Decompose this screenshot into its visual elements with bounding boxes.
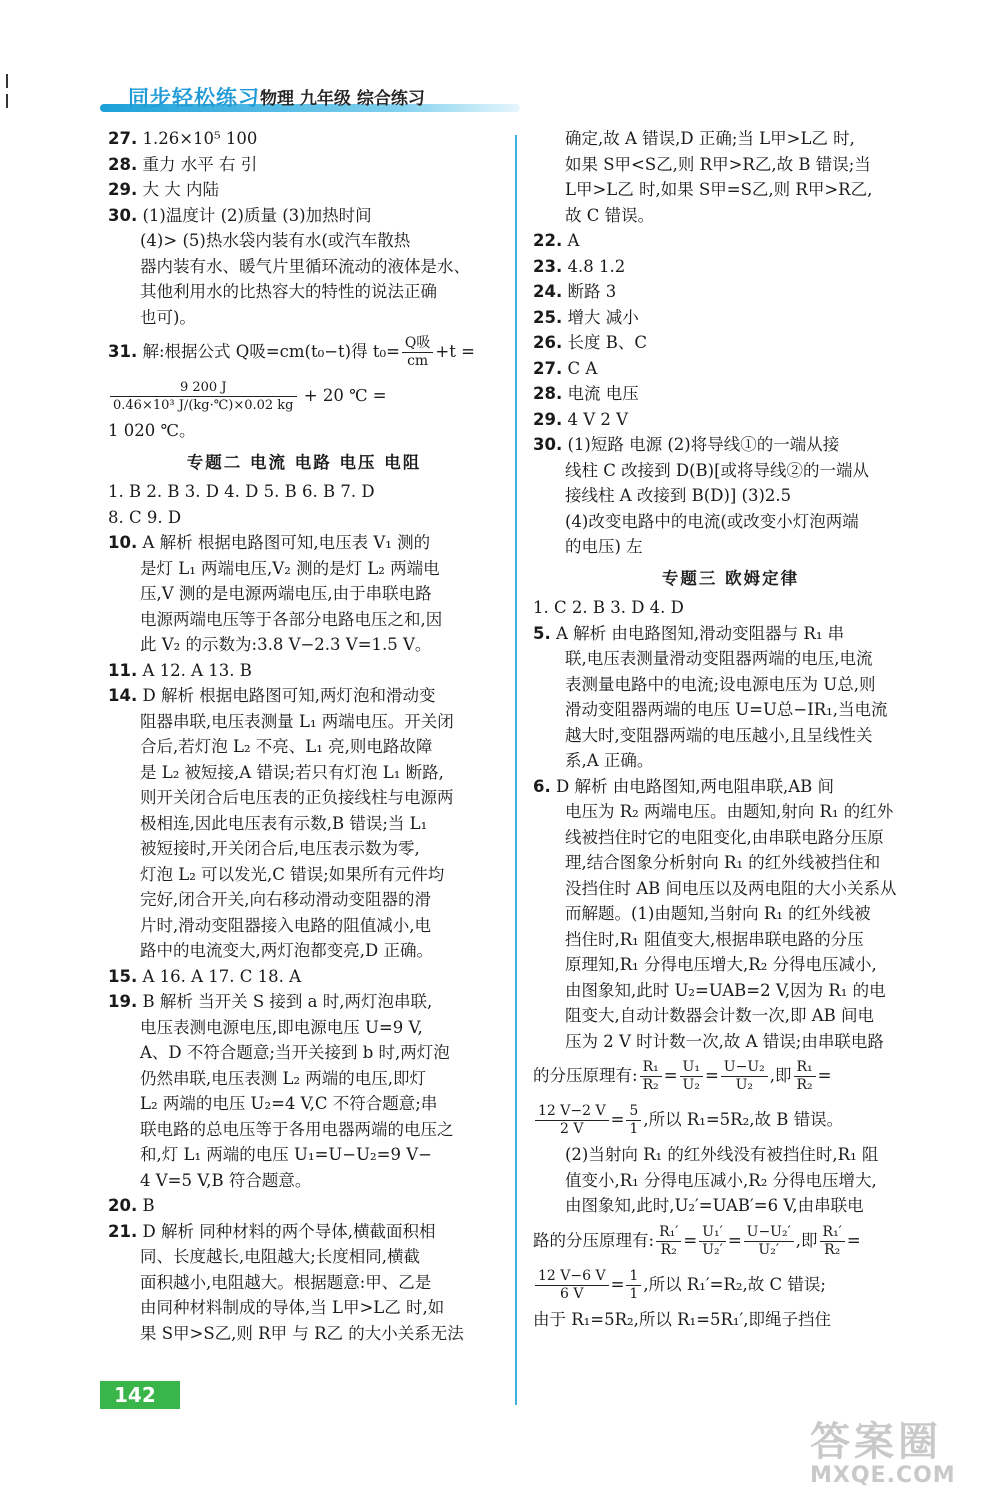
answer-line: [108, 305, 500, 331]
answer-text: 重力 水平 右 引: [142, 154, 258, 174]
answer-line: [533, 407, 928, 433]
answer-text: A 16. A 17. C 18. A: [142, 966, 302, 986]
margin-mark: [6, 94, 8, 108]
answer-text: 线柱 C 改接到 D(B)[或将导线②的一端从: [565, 460, 870, 480]
answer-text: D 解析 根据电路图可知,两灯泡和滑动变: [142, 686, 436, 705]
equation: 路的分压原理有: $\frac{\text{R₁′}}{\text{R₂}}$ = $\frac{\text{U₁′}}{\text{U₂′}}$ = $\frac{\text{U−U₂′}}{\text{U₂′}}$ ,即 $\frac{\text{R₁′}}{\text{R₂}}$ =: [533, 1223, 861, 1258]
answer-text: A 解析 根据电路图可知,电压表 V₁ 测的: [142, 533, 431, 552]
answer-text: 压,V 测的是电源两端电压,由于串联电路: [140, 584, 432, 603]
answer-line: [533, 927, 928, 953]
answer-text: 是 L₂ 被短接,A 错误;若只有灯泡 L₁ 断路,: [140, 762, 444, 782]
answer-text: 压为 2 V 时计数一次,故 A 错误;由串联电路: [565, 1031, 884, 1051]
question-number: 19.: [108, 992, 138, 1011]
answer-text: 8. C 9. D: [108, 507, 182, 527]
answer-text: 的电压) 左: [565, 537, 643, 556]
answer-text: 则开关闭合后电压表的正负接线柱与电源两: [140, 788, 454, 807]
question-number: 27.: [108, 129, 138, 148]
question-number: 23.: [533, 256, 563, 276]
answer-line: [108, 1270, 500, 1296]
answer-line: [108, 203, 500, 229]
answer-line: [533, 534, 928, 560]
answer-text: 其他利用水的比热容大的特性的说法正确: [140, 282, 437, 301]
answer-text: 片时,滑动变阻器接入电路的阻值减小,电: [140, 915, 431, 935]
answer-text: 电压表测电源电压,即电源电压 U=9 V,: [140, 1017, 423, 1037]
header-brand: 同步轻松练习: [128, 86, 260, 110]
answer-text: 由同种材料制成的导体,当 L甲>L乙 时,如: [140, 1298, 445, 1317]
question-number: 6.: [533, 776, 551, 796]
answer-line: [533, 621, 928, 647]
answer-line: [533, 978, 928, 1004]
answer-line: [108, 632, 500, 658]
answer-text: 也可)。: [140, 307, 196, 327]
answer-text: 联,电压表测量滑动变阻器两端的电压,电流: [565, 649, 873, 668]
answer-text: (4)改变电路中的电流(或改变小灯泡两端: [565, 511, 859, 531]
answer-line: [533, 509, 928, 535]
answer-line: [108, 556, 500, 582]
answer-line: [108, 228, 500, 254]
answer-text: (1)短路 电源 (2)将导线①的一端从接: [567, 435, 840, 454]
answer-text: 断路 3: [567, 282, 617, 301]
answer-line: [108, 1117, 500, 1143]
answer-line: [108, 964, 500, 990]
section-title: 专题三 欧姆定律: [661, 568, 800, 588]
answer-line: [108, 581, 500, 607]
answer-line: [108, 530, 500, 556]
answer-line: [108, 1168, 500, 1194]
answer-text: A、D 不符合题意;当开关接到 b 时,两灯泡: [140, 1043, 450, 1062]
answer-line: [533, 228, 928, 254]
answer-line: [533, 876, 928, 902]
answer-line: [108, 785, 500, 811]
answer-line: [108, 1219, 500, 1245]
answer-text: 被短接时,开关闭合后,电压表示数为零,: [140, 839, 420, 858]
answer-line: [533, 279, 928, 305]
answer-line: [108, 254, 500, 280]
answer-line: [108, 607, 500, 633]
answer-line: [533, 672, 928, 698]
answer-text: (1)温度计 (2)质量 (3)加热时间: [142, 205, 372, 225]
question-number: 11.: [108, 660, 138, 680]
answer-line: [533, 305, 928, 331]
answer-text: 极相连,因此电压表有示数,B 错误;当 L₁: [140, 813, 428, 833]
answer-line: [108, 1321, 500, 1347]
answer-text: 4 V=5 V,B 符合题意。: [140, 1170, 312, 1190]
answer-text: 由图象知,此时,U₂′=UAB′=6 V,由串联电: [565, 1196, 864, 1215]
question-number: 28.: [108, 154, 138, 174]
answer-text: 增大 减小: [567, 307, 639, 327]
answer-line: [533, 901, 928, 927]
answer-line: [108, 1040, 500, 1066]
answer-text: B 解析 当开关 S 接到 a 时,两灯泡串联,: [142, 992, 433, 1011]
question-number: 22.: [533, 231, 563, 250]
answer-line: [108, 989, 500, 1015]
answer-text: 灯泡 L₂ 可以发光,C 错误;如果所有元件均: [140, 864, 445, 884]
answer-text: 1. C 2. B 3. D 4. D: [533, 598, 684, 617]
answer-text: 接线柱 A 改接到 B(D)] (3)2.5: [565, 486, 792, 505]
answer-line: [108, 938, 500, 964]
page-number: 142: [100, 1381, 180, 1409]
question-number: 27.: [533, 358, 563, 378]
question-number: 26.: [533, 333, 563, 352]
answer-line: [533, 203, 928, 229]
q31-text: +t =: [435, 342, 475, 361]
page-header: [100, 82, 520, 112]
answer-line: [533, 723, 928, 749]
fraction: $\frac{9 200 J}{\text{0.46×10³ J/(kg·℃)×0.02 kg}}$: [110, 379, 297, 414]
answer-text: B: [142, 1196, 155, 1215]
answer-text: 4 V 2 V: [567, 409, 629, 429]
answer-text: 长度 B、C: [567, 333, 647, 352]
answer-line: [533, 697, 928, 723]
answer-text: C A: [567, 358, 598, 378]
answer-line: [108, 1193, 500, 1219]
answer-line: [108, 683, 500, 709]
answer-line: [533, 254, 928, 280]
answer-text: L甲>L乙 时,如果 S甲=S乙,则 R甲>R乙,: [565, 180, 873, 199]
answer-line: [533, 381, 928, 407]
question-number: 31.: [108, 342, 138, 361]
answer-line: [108, 1015, 500, 1041]
answer-line: [108, 734, 500, 760]
answer-line: [533, 595, 928, 621]
answer-line: [533, 748, 928, 774]
answer-line: [533, 356, 928, 382]
question-number: 15.: [108, 966, 138, 986]
question-number: 24.: [533, 282, 563, 301]
header-meta: 物理 九年级 综合练习: [260, 89, 425, 109]
answer-text: D 解析 由电路图知,两电阻串联,AB 间: [556, 776, 834, 796]
answer-line: [108, 1091, 500, 1117]
question-number: 30.: [533, 435, 563, 454]
answer-line: [533, 483, 928, 509]
answer-text: 器内装有水、暖气片里循环流动的液体是水、: [140, 256, 470, 276]
answer-line: [533, 1029, 928, 1055]
answer-text: 仍然串联,电压表测 L₂ 两端的电压,即灯: [140, 1068, 427, 1088]
answer-line: [533, 432, 928, 458]
answer-text: 合后,若灯泡 L₂ 不亮、L₁ 亮,则电路故障: [140, 737, 433, 756]
equation: $\frac{12 V-6 V}{6 V}$ = $\frac{1}{1}$ ,所以 R₁′=R₂,故 C 错误;: [533, 1263, 928, 1307]
answer-text: 是灯 L₁ 两端电压,V₂ 测的是灯 L₂ 两端电: [140, 558, 440, 578]
question-number: 5.: [533, 623, 551, 643]
answer-text: 阻器串联,电压表测量 L₁ 两端电压。开关闭: [140, 711, 454, 731]
answer-text: 挡住时,R₁ 阻值变大,根据串联电路的分压: [565, 929, 864, 949]
answer-text: 越大时,变阻器两端的电压越小,且呈线性关: [565, 725, 873, 745]
question-number: 14.: [108, 686, 138, 705]
answer-text: 1. B 2. B 3. D 4. D 5. B 6. B 7. D: [108, 482, 375, 501]
q31-text: + 20 ℃ =: [303, 386, 387, 405]
answer-text: 路中的电流变大,两灯泡都变亮,D 正确。: [140, 941, 433, 960]
question-number: 29.: [533, 409, 563, 429]
answer-line: [108, 505, 500, 531]
answer-text: 联电路的总电压等于各用电器两端的电压之: [140, 1119, 454, 1139]
answer-line: [108, 1066, 500, 1092]
answer-line: [108, 811, 500, 837]
answer-text: 同、长度越长,电阻越大;长度相同,横截: [140, 1247, 421, 1266]
watermark-logo: 答案圈: [810, 1419, 942, 1465]
answer-line: [533, 152, 928, 178]
answer-text: 没挡住时 AB 间电压以及两电阻的大小关系从: [565, 878, 897, 898]
answer-line: [108, 913, 500, 939]
answer-text: L₂ 两端的电压 U₂=4 V,C 不符合题意;串: [140, 1094, 438, 1113]
answer-line: [533, 646, 928, 672]
question-number: 30.: [108, 205, 138, 225]
answer-text: 线被挡住时它的电阻变化,由串联电路分压原: [565, 827, 884, 847]
answer-line: [533, 952, 928, 978]
answer-text: 电源两端电压等于各部分电路电压之和,因: [140, 609, 443, 629]
question-number: 28.: [533, 384, 563, 403]
answer-text: (4)> (5)热水袋内装有水(或汽车散热: [140, 231, 411, 250]
answer-line: [533, 850, 928, 876]
answer-line: 由于 R₁=5R₂,所以 R₁=5R₁′,即绳子挡住: [533, 1309, 832, 1329]
answer-line: [533, 330, 928, 356]
q31-result: 1 020 ℃。: [108, 421, 196, 440]
question-number: 25.: [533, 307, 563, 327]
answer-line: [108, 152, 500, 178]
answer-text: 果 S甲>S乙,则 R甲 与 R乙 的大小关系无法: [140, 1323, 464, 1343]
answer-text: 而解题。(1)由题知,当射向 R₁ 的红外线被: [565, 904, 871, 923]
question-number: 21.: [108, 1221, 138, 1241]
answer-line: [108, 279, 500, 305]
question-number: 29.: [108, 180, 138, 199]
answer-line: [533, 1193, 928, 1219]
answer-line: [533, 774, 928, 800]
answer-text: A 12. A 13. B: [142, 660, 252, 680]
equation: 的分压原理有: $\frac{\text{R₁}}{\text{R₂}}$ = $\frac{\text{U₁}}{\text{U₂}}$ = $\frac{\text{U−U₂}}{\text{U₂}}$ ,即 $\frac{\text{R₁}}{\text{R₂}}$ =: [533, 1059, 832, 1093]
answer-text: 由图象知,此时 U₂=UAB=2 V,因为 R₁ 的电: [565, 980, 886, 1000]
answer-text: 滑动变阻器两端的电压 U=U总−IR₁,当电流: [565, 700, 888, 719]
answer-text: 和,灯 L₁ 两端的电压 U₁=U−U₂=9 V−: [140, 1145, 432, 1164]
answer-line: [108, 836, 500, 862]
answer-line: [533, 1142, 928, 1168]
equation: $\frac{12 V-2 V}{2 V}$ = $\frac{5}{1}$ ,所以 R₁=5R₂,故 B 错误。: [533, 1098, 928, 1142]
q31-text: 解:根据公式 Q吸=cm(t₀−t)得 t₀=: [142, 342, 400, 361]
answer-line: [108, 1142, 500, 1168]
answer-text: 电压为 R₂ 两端电压。由题知,射向 R₁ 的红外: [565, 802, 894, 821]
answer-text: 表测量电路中的电流;设电源电压为 U总,则: [565, 674, 876, 694]
answer-line: [533, 1003, 928, 1029]
answer-line: [108, 479, 500, 505]
answer-line: [533, 126, 928, 152]
answer-line: [108, 658, 500, 684]
section-title: 专题二 电流 电路 电压 电阻: [186, 452, 422, 472]
answer-text: 电流 电压: [567, 384, 639, 403]
answer-text: 原理知,R₁ 分得电压增大,R₂ 分得电压减小,: [565, 955, 877, 974]
answer-line: [108, 709, 500, 735]
answer-line: [533, 1168, 928, 1194]
answer-text: 完好,闭合开关,向右移动滑动变阻器的滑: [140, 890, 431, 909]
margin-mark: [6, 74, 8, 88]
answer-line: [108, 126, 500, 152]
question-number: 20.: [108, 1196, 138, 1215]
column-divider: [515, 135, 517, 1405]
answer-line: [108, 1244, 500, 1270]
answer-line: [533, 458, 928, 484]
watermark: [810, 1410, 956, 1488]
answer-text: 确定,故 A 错误,D 正确;当 L甲>L乙 时,: [565, 129, 855, 148]
answer-text: 系,A 正确。: [565, 751, 654, 770]
answer-text: 理,结合图象分析射向 R₁ 的红外线被挡住和: [565, 853, 881, 872]
right-column: [533, 126, 928, 1332]
q31-block: [108, 330, 500, 444]
answer-text: 如果 S甲<S乙,则 R甲>R乙,故 B 错误;当: [565, 154, 871, 174]
answer-text: 1.26×10⁵ 100: [142, 129, 258, 148]
watermark-url: MXQE.COM: [810, 1463, 956, 1488]
answer-line: [108, 862, 500, 888]
question-number: 10.: [108, 533, 138, 552]
answer-text: 4.8 1.2: [567, 256, 626, 276]
answer-text: 面积越小,电阻越大。根据题意:甲、乙是: [140, 1272, 432, 1292]
answer-line: [108, 177, 500, 203]
answer-text: D 解析 同种材料的两个导体,横截面积相: [142, 1221, 436, 1241]
answer-line: [533, 799, 928, 825]
answer-line: [533, 177, 928, 203]
fraction: $\frac{\text{Q吸}}{cm}$: [402, 335, 433, 370]
answer-text: 大 大 内陆: [142, 180, 219, 199]
answer-text: 值变小,R₁ 分得电压减小,R₂ 分得电压增大,: [565, 1170, 877, 1190]
answer-text: 此 V₂ 的示数为:3.8 V−2.3 V=1.5 V。: [140, 635, 432, 654]
answer-line: [533, 825, 928, 851]
left-column: [108, 126, 500, 1346]
answer-text: A 解析 由电路图知,滑动变阻器与 R₁ 串: [556, 623, 845, 643]
answer-text: A: [567, 231, 580, 250]
answer-line: [108, 887, 500, 913]
answer-line: [108, 1295, 500, 1321]
answer-text: 阻变大,自动计数器会计数一次,即 AB 间电: [565, 1006, 875, 1025]
answer-text: 故 C 错误。: [565, 205, 655, 225]
answer-line: [108, 760, 500, 786]
answer-text: (2)当射向 R₁ 的红外线没有被挡住时,R₁ 阻: [565, 1145, 879, 1164]
